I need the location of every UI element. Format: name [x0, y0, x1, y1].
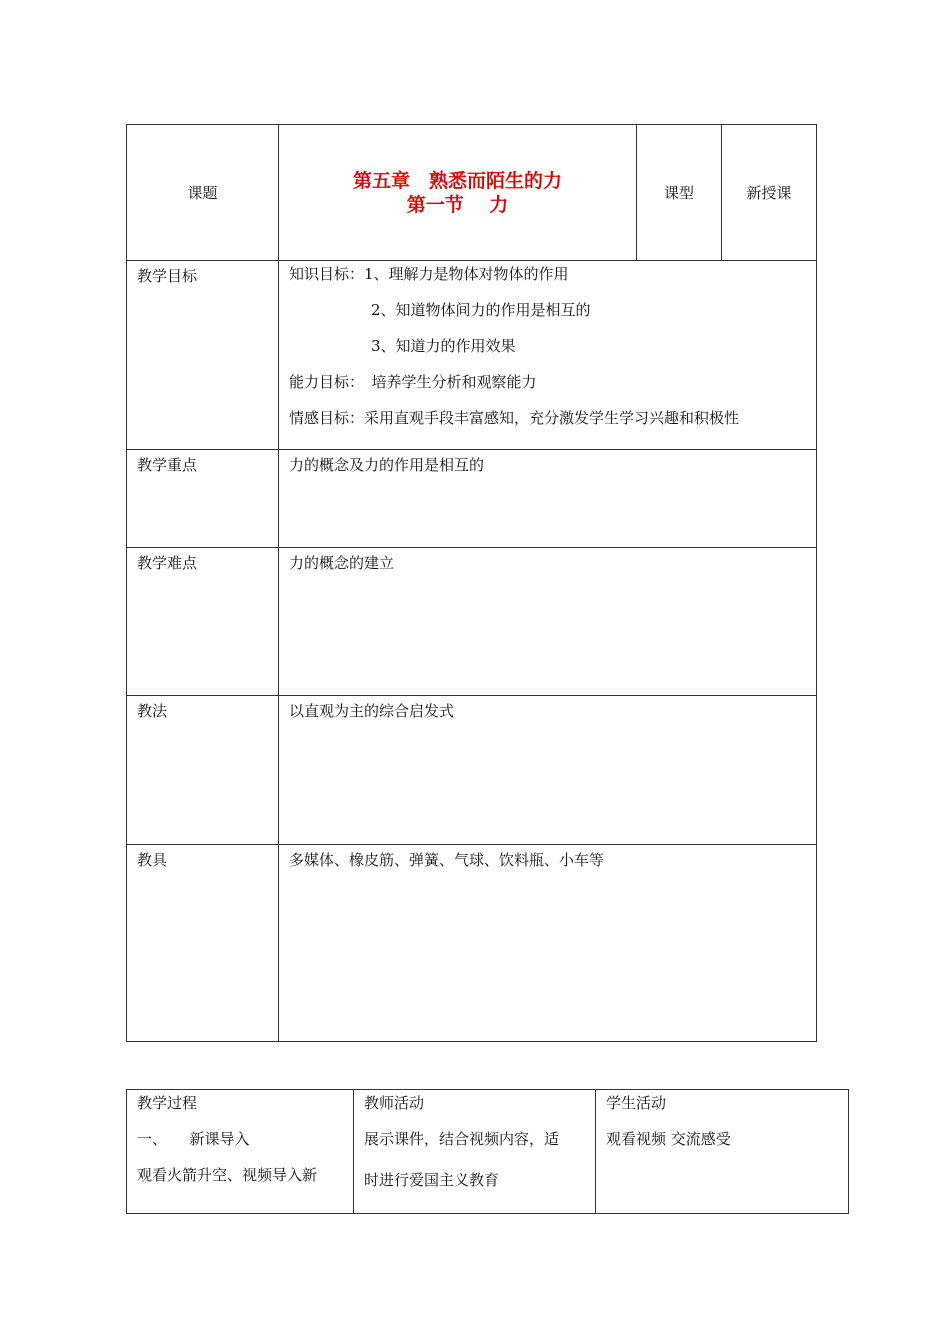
- objectives-content: [279, 261, 817, 450]
- ability-objective: 能力目标： 培养学生分析和观察能力: [289, 373, 537, 391]
- key-points-label: 教学重点: [127, 450, 279, 548]
- method-row: [127, 696, 817, 845]
- difficulties-row: [127, 548, 817, 696]
- student-column: [596, 1090, 849, 1214]
- title-line-1: 第五章 熟悉而陌生的力: [352, 169, 562, 192]
- tools-label: 教具: [127, 845, 279, 1042]
- knowledge-objective-1: [289, 265, 806, 301]
- key-points-value: 力的概念及力的作用是相互的: [279, 450, 817, 548]
- difficulties-label: 教学难点: [127, 548, 279, 696]
- header-row: [127, 125, 817, 261]
- knowledge-prefix: 知识目标：: [289, 265, 365, 283]
- type-value: 新授课: [722, 125, 817, 261]
- lesson-plan-table: [126, 124, 817, 1042]
- process-header: 教学过程: [137, 1094, 198, 1112]
- objectives-label: 教学目标: [127, 261, 279, 450]
- topic-label: 课题: [127, 125, 279, 261]
- tools-row: [127, 845, 817, 1042]
- objectives-row: [127, 261, 817, 450]
- lesson-title: [279, 125, 637, 261]
- title-line-2: 第一节 力: [406, 193, 509, 216]
- emotion-objective: 情感目标：采用直观手段丰富感知，充分激发学生学习兴趣和积极性: [289, 409, 740, 427]
- difficulties-value: 力的概念的建立: [279, 548, 817, 696]
- step-detail: 观看火箭升空、视频导入新: [137, 1166, 318, 1184]
- teacher-activity-line-2: 时进行爱国主义教育: [364, 1171, 500, 1189]
- student-header: 学生活动: [606, 1094, 667, 1112]
- teacher-column: [354, 1090, 596, 1214]
- tools-value: 多媒体、橡皮筋、弹簧、气球、饮料瓶、小车等: [279, 845, 817, 1042]
- student-activity: 观看视频 交流感受: [606, 1130, 731, 1148]
- knowledge-item: 1、理解力是物体对物体的作用: [364, 265, 569, 283]
- teacher-header: 教师活动: [364, 1094, 425, 1112]
- method-value: 以直观为主的综合启发式: [279, 696, 817, 845]
- teacher-activity-line-1: 展示课件，结合视频内容，适: [364, 1130, 560, 1148]
- key-points-row: [127, 450, 817, 548]
- process-column: [127, 1090, 354, 1214]
- process-row: [127, 1090, 849, 1214]
- knowledge-objective-3: 3、知道力的作用效果: [371, 337, 516, 355]
- method-label: 教法: [127, 696, 279, 845]
- type-label: 课型: [637, 125, 722, 261]
- step-title: 一、 新课导入: [137, 1130, 250, 1148]
- knowledge-objective-2: 2、知道物体间力的作用是相互的: [371, 301, 591, 319]
- process-table: [126, 1089, 849, 1214]
